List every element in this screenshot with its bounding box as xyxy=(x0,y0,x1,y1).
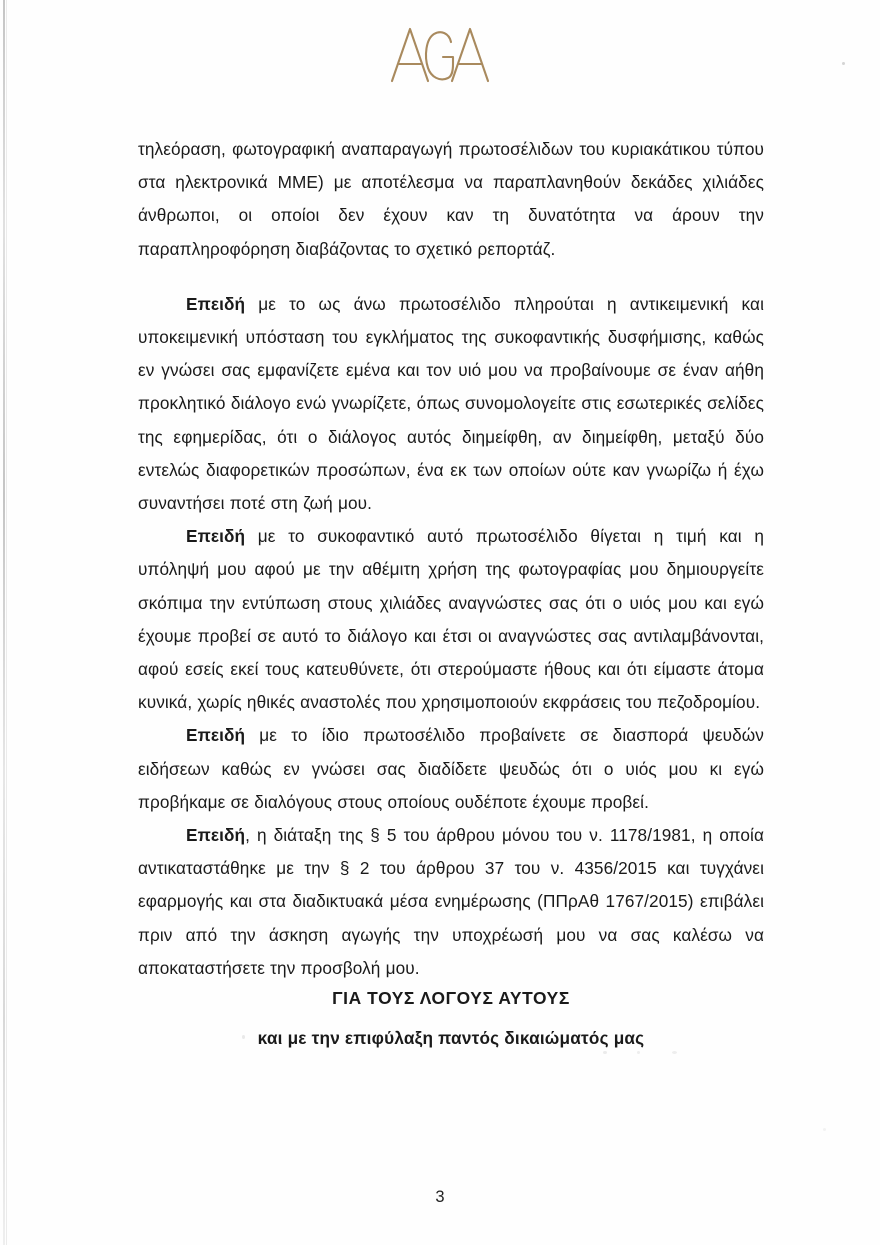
aga-monogram-logo xyxy=(388,26,492,84)
paragraph-2 xyxy=(138,288,764,520)
scan-speck xyxy=(637,1051,640,1054)
scan-edge-artifact-secondary xyxy=(6,0,7,1245)
scan-speck xyxy=(823,1128,826,1131)
paragraph-1-text: τηλεόραση, φωτογραφική αναπαραγωγή πρωτοσέλιδων του κυριακάτικου τύπου στα ηλεκτρονικά ΜΜΕ) με αποτέλεσμα να παραπλανηθούν δεκάδες χιλιάδες άνθρωποι, οι οποίοι δεν έχουν καν τη δυνατότητα να άρουν την παραπληροφόρηση διαβάζοντας το σχετικό ρεπορτάζ. xyxy=(138,139,764,259)
closing-reservation: και με την επιφύλαξη παντός δικαιώματός μας xyxy=(257,1028,645,1048)
paragraph-3-text: με το συκοφαντικό αυτό πρωτοσέλιδο θίγεται η τιμή και η υπόληψή μου αφού με την αθέμιτη χρήση της φωτογραφίας μου δημιουργείτε σκόπιμα την εντύπωση στους χιλιάδες αναγνώστες σας ότι ο υιός μου και εγώ έχουμε προβεί σε αυτό το διάλογο και έτσι οι αναγνώστες σας αντιλαμβάνονται, αφού εσείς εκεί τους κατευθύνετε, ότι στερούμαστε ήθους και ότι είμαστε άτομα κυνικά, χωρίς ηθικές αναστολές που χρησιμοποιούν εκφράσεις του πεζοδρομίου. xyxy=(138,526,764,713)
paragraph-4 xyxy=(138,719,764,819)
page-number: 3 xyxy=(435,1188,445,1206)
paragraph-5 xyxy=(138,819,764,985)
paragraph-5-text: , η διάταξη της § 5 του άρθρου μόνου του ν. 1178/1981, η οποία αντικαταστάθηκε με την § 2 του άρθρου 37 του ν. 4356/2015 και τυγχάνει εφαρμογής και στα διαδικτυακά μέσα ενημέρωσης (ΠΠρΑθ 1767/2015) επιβάλει πριν από την άσκηση αγωγής την υποχρέωσή μου να σας καλέσω να αποκαταστήσετε την προσβολή μου. xyxy=(138,825,764,978)
paragraph-3 xyxy=(138,520,764,719)
scan-speck xyxy=(672,1051,677,1054)
paragraph-5-lead: Επειδή xyxy=(186,825,246,846)
paragraph-4-lead: Επειδή xyxy=(186,725,246,746)
document-body xyxy=(138,133,764,985)
scan-edge-artifact xyxy=(3,0,5,1245)
paragraph-3-lead: Επειδή xyxy=(186,526,246,547)
paragraph-4-text: με το ίδιο πρωτοσέλιδο προβαίνετε σε διασπορά ψευδών ειδήσεων καθώς εν γνώσει σας διαδίδετε ψευδώς ότι ο υιός μου κι εγώ προβήκαμε σε διαλόγους στους οποίους ουδέποτε έχουμε προβεί. xyxy=(138,725,764,812)
letterhead-logo xyxy=(0,26,880,84)
closing-heading: ΓΙΑ ΤΟΥΣ ΛΟΓΟΥΣ ΑΥΤΟΥΣ xyxy=(332,988,570,1008)
paragraph-1 xyxy=(138,133,764,266)
paragraph-2-lead: Επειδή xyxy=(186,293,246,314)
paragraph-2-text: με το ως άνω πρωτοσέλιδο πληρούται η αντικειμενική και υποκειμενική υπόσταση του εγκλήματος της συκοφαντικής δυσφήμισης, καθώς εν γνώσει σας εμφανίζετε εμένα και τον υιό μου να προβαίνουμε σε έναν αήθη προκλητικό διάλογο ενώ γνωρίζετε, όπως συνομολογείτε στις εσωτερικές σελίδες της εφημερίδας, ότι ο διάλογος αυτός διημείφθη, αν διημείφθη, μεταξύ δύο εντελώς διαφορετικών προσώπων, ένα εκ των οποίων ούτε καν γνωρίζω ή έχω συναντήσει ποτέ στη ζωή μου. xyxy=(138,293,764,514)
scan-speck xyxy=(603,1051,607,1054)
